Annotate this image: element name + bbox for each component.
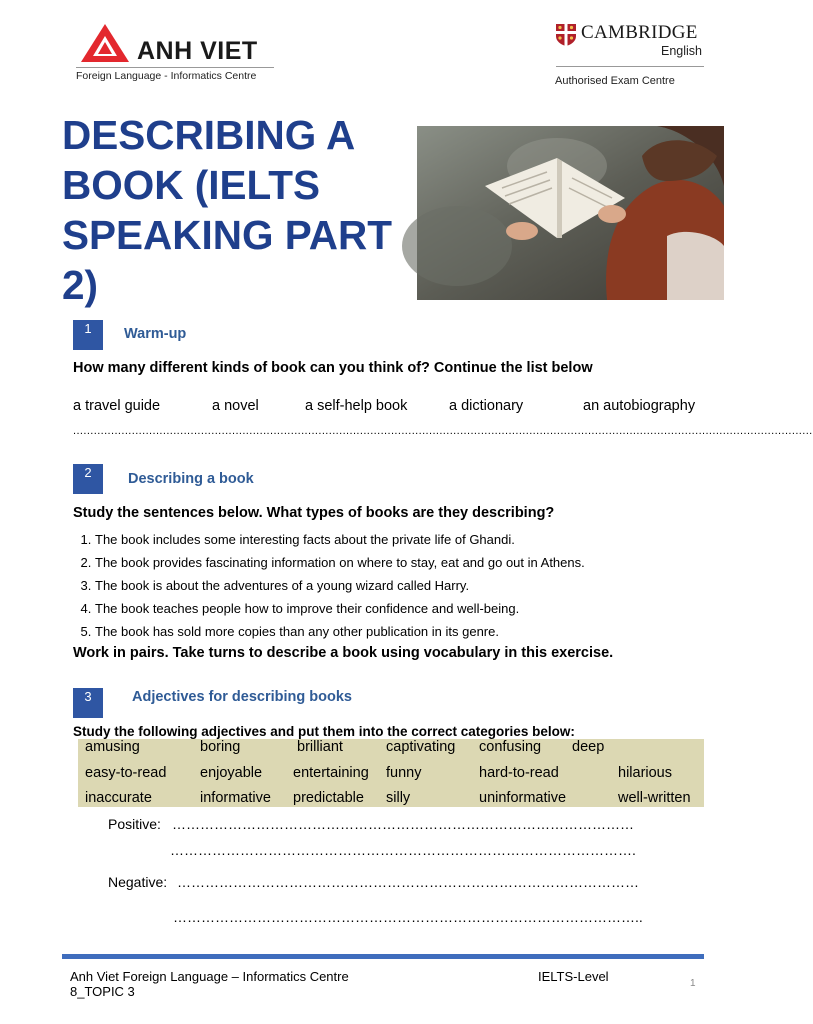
positive-answer-line: ………………………………………………………………………………………. (170, 842, 636, 858)
footer-topic: 8_TOPIC 3 (70, 984, 135, 999)
adjective-cell: hilarious (618, 765, 672, 781)
list-item: 4. The book teaches people how to improve their confidence and well-being. (95, 597, 585, 620)
adjective-cell: uninformative (479, 790, 567, 806)
partner-divider (556, 66, 704, 67)
sentence-list (77, 528, 585, 643)
section-2-instruction: Work in pairs. Take turns to describe a book using vocabulary in this exercise. (73, 645, 614, 661)
list-item: 3. The book is about the adventures of a young wizard called Harry. (95, 574, 585, 597)
adjective-cell: amusing (85, 739, 140, 755)
partner-name: CAMBRIDGE (581, 22, 698, 43)
list-item: 1. The book includes some interesting facts about the private life of Ghandi. (95, 528, 585, 551)
section-2-heading: Describing a book (128, 471, 254, 487)
section-1-number: 1 (73, 320, 103, 350)
adjective-cell: silly (386, 790, 411, 806)
adjective-cell: boring (200, 739, 241, 755)
partner-tagline: Authorised Exam Centre (555, 75, 675, 87)
section-1-heading: Warm-up (124, 326, 187, 342)
section-2-question: Study the sentences below. What types of books are they describing? (73, 505, 555, 521)
adjective-cell: informative (200, 790, 271, 806)
negative-answer-line: ……………………………………………………………………………………… (177, 874, 639, 890)
adjective-cell: predictable (293, 790, 364, 806)
section-3-question: Study the following adjectives and put them into the correct categories below: (73, 724, 575, 739)
list-item: a novel (212, 398, 259, 414)
adjective-cell: easy-to-read (85, 765, 167, 781)
adjective-cell: brilliant (297, 739, 343, 755)
section-2-number: 2 (73, 464, 103, 494)
footer-centre-name: Anh Viet Foreign Language – Informatics Centre (70, 969, 349, 984)
adjective-cell: captivating (386, 739, 456, 755)
negative-label: Negative: (108, 874, 168, 890)
list-item: a dictionary (449, 398, 524, 414)
list-item: 2. The book provides fascinating information on where to stay, eat and go out in Athens. (95, 551, 585, 574)
positive-label: Positive: (108, 816, 161, 832)
section-3-heading: Adjectives for describing books (132, 689, 352, 705)
page-number: 1 (690, 978, 696, 989)
adjective-table (78, 739, 704, 807)
footer-divider (62, 954, 704, 959)
adjective-cell: entertaining (293, 765, 369, 781)
adjective-cell: confusing (479, 739, 542, 755)
adjective-cell: hard-to-read (479, 765, 559, 781)
anh-viet-triangle-icon (79, 22, 131, 66)
brand-name: ANH VIET (137, 37, 258, 65)
positive-answer-line: ……………………………………………………………………………………… (172, 816, 634, 832)
list-item: a travel guide (73, 398, 161, 414)
list-item: 5. The book has sold more copies than any other publication in its genre. (95, 620, 585, 643)
adjective-cell: deep (572, 739, 605, 755)
adjective-cell: funny (386, 765, 422, 781)
footer-level: IELTS-Level (538, 969, 609, 984)
adjective-cell: enjoyable (200, 765, 263, 781)
partner-subtitle: English (661, 44, 702, 58)
page-title: DESCRIBING A BOOK (IELTS SPEAKING PART 2) (62, 112, 393, 308)
adjective-cell: inaccurate (85, 790, 152, 806)
negative-answer-line: ……………………………………………………………………………………….. (173, 909, 643, 925)
brand-subtitle: Foreign Language - Informatics Centre (76, 70, 257, 82)
cambridge-shield-icon (555, 23, 577, 47)
reading-photo (417, 126, 724, 300)
section-1-question: How many different kinds of book can you think of? Continue the list below (73, 360, 593, 376)
list-item: an autobiography (583, 398, 696, 414)
list-item: a self-help book (305, 398, 408, 414)
brand-divider (76, 67, 274, 68)
section-3-number: 3 (73, 688, 103, 718)
answer-dotted-line: ...................................................................................................................................................................................................................... (73, 425, 813, 437)
adjective-cell: well-written (618, 790, 691, 806)
